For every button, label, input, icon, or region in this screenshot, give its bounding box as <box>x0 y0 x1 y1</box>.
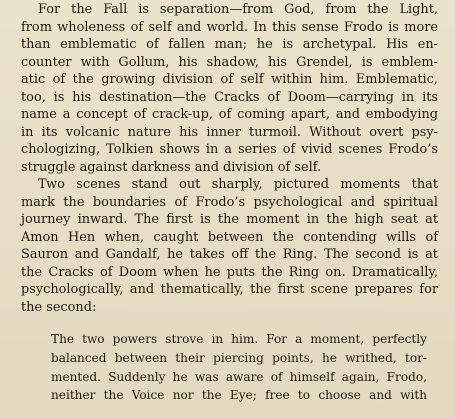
text-line: struggle against darkness and division of self. <box>21 159 322 175</box>
text-line: counter with Gollum, his shadow, his Grendel, is emblem- <box>21 54 438 70</box>
text-line: in its volcanic nature his inner turmoil. Without overt psy- <box>21 124 438 140</box>
text-line: too, is his destination—the Cracks of Doom—carrying in its <box>21 89 438 105</box>
text-line: chologizing, Tolkien shows in a series of vivid scenes Frodo’s <box>21 142 438 157</box>
text-line: For the Fall is separation—from God, from the Light, <box>38 2 438 17</box>
text-line: the Cracks of Doom when he puts the Ring on. Dramatically, <box>21 264 438 280</box>
text-line: psychologically, and thematically, the first scene prepares for <box>21 282 438 297</box>
text-line: from wholeness of self and world. In this sense Frodo is more <box>21 19 438 35</box>
text-line: than emblematic of fallen man; he is archetypal. His en- <box>21 37 438 52</box>
text-line: Amon Hen when, caught between the contending wills of <box>21 229 438 245</box>
quote-line: balanced between their piercing points, he writhed, tor- <box>51 350 427 365</box>
body-text <box>21 1 438 316</box>
text-line: journey inward. The first is the moment in the high seat at <box>21 212 438 227</box>
text-line: name a concept of crack-up, of coming apart, and embodying <box>21 107 438 122</box>
quote-line: neither the Voice nor the Eye; free to choose and with <box>51 388 427 403</box>
text-line: the second: <box>21 299 97 315</box>
text-line: Two scenes stand out sharply, pictured moments that <box>38 177 438 192</box>
text-line: atic of the growing division of self within him. Emblematic, <box>21 72 438 87</box>
block-quote <box>51 330 427 405</box>
text-line: Sauron and Gandalf, he takes off the Ring. The second is at <box>21 247 438 262</box>
quote-line: mented. Suddenly he was aware of himself again, Frodo, <box>51 369 427 384</box>
paragraph-fall-separation <box>21 1 438 176</box>
paragraph-two-scenes <box>21 176 438 316</box>
quote-line: The two powers strove in him. For a moment, perfectly <box>51 332 427 346</box>
text-line: mark the boundaries of Frodo’s psychological and spiritual <box>21 194 438 210</box>
